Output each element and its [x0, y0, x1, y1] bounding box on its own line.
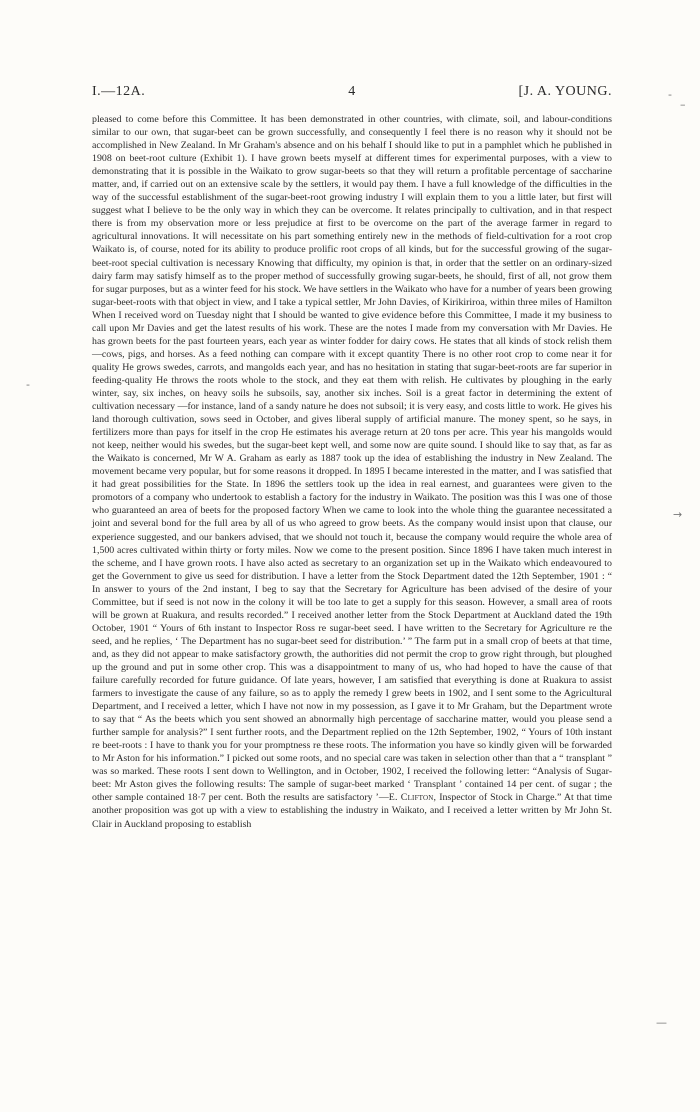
evidence-text-end: Inspector of Stock in Charge.” At that time another proposition was got up with a view to establishing the industry in Waikato, and I received a letter written by Mr John St. Clair in Auckland proposing to establish: [92, 792, 612, 830]
page-number: 4: [348, 84, 356, 99]
paper-reference: I.—12A.: [92, 84, 146, 99]
evidence-paragraph: [92, 113, 612, 831]
margin-mark: –: [680, 98, 686, 111]
page-header: [92, 84, 612, 104]
witness-name: [J. A. YOUNG.: [518, 84, 612, 99]
evidence-text-main: pleased to come before this Committee. It has been demonstrated in other countries, with climate, soil, and labour-conditions similar to our own, that sugar-beet can be grown successfully, and consequently I feel there is no reason why it should not be accomplished in New Zealand. In Mr Graham's absence and on his behalf I should like to put in a pamphlet which he published in 1908 on beet-root culture (Exhibit 1). I have grown beets myself at different times for experimental purposes, with a view to demonstrating that it is possible in the Waikato to grow sugar-beets so that they will return a profitable percentage of saccharine matter, and, if carried out on an extensive scale by the settlers, it would pay them. I have a full knowledge of the difficulties in the way of the successful establishment of the sugar-beet-root growing industry I will explain them to you a little later, but first will suggest what I believe to be the only way in which they can be overcome. It relates principally to cultivation, and in that respect there is from my observation more or less prejudice at first to be overcome on the part of the average farmer in regard to agricultural innovations. It will necessitate on his part something entirely new in the methods of field-cultivation for a root crop Waikato is, of course, noted for its ability to produce prolific root crops of all kinds, but for the successful growing of the sugar-beet-root special cultivation is necessary Knowing that difficulty, my opinion is that, in order that the settler on an ordinary-sized dairy farm may satisfy himself as to the proper method of successfully growing sugar-beets, he should, first of all, not grow them for sugar purposes, but as a winter feed for his stock. We have settlers in the Waikato who have for a number of years been growing sugar-beet-roots with that object in view, and I take a typical settler, Mr John Davies, of Kirikiriroa, within three miles of Hamilton When I received word on Tuesday night that I should be wanted to give evidence before this Committee, I made it my business to call upon Mr Davies and get the latest results of his work. These are the notes I made from my conversation with Mr Davies. He has grown beets for the past fourteen years, each year as winter fodder for dairy cows. He states that all kinds of stock relish them—cows, pigs, and horses. As a feed nothing can compare with it except quantity There is no other root crop to come near it for quality He grows swedes, carrots, and mangolds each year, and has no hesitation in stating that sugar-beet-roots are far superior in feeding-quality He throws the roots whole to the stock, and they eat them with relish. He cultivates by ploughing in the early winter, say, six inches, on heavy soils he subsoils, say, another six inches. Soil is a great factor in determining the extent of cultivation necessary —for instance, land of a sandy nature he does not subsoil; it is very easy, and costs little to work. He gives his land thorough cultivation, sows seed in October, and gives liberal supply of artificial manure. The money spent, so he says, in fertilizers more than pays for itself in the crop He estimates his average return at 20 tons per acre. This year his mangolds would not keep, neither would his swedes, but the sugar-beet kept well, and some now are quite sound. I should like to say that, as far as the Waikato is concerned, Mr W A. Graham as early as 1887 took up the idea of establishing the industry in New Zealand. The movement became very popular, but for some reasons it dropped. In 1895 I became interested in the matter, and I was satisfied that it had great possibilities for the State. In 1896 the settlers took up the idea in real earnest, and guarantees were given to the promotors of a company who undertook to establish a factory for the industry in Waikato. The position was this I was one of those who guaranteed an area of beets for the proposed factory When we came to look into the whole thing the guarantee necessitated a joint and several bond for the full area by all of us who agreed to grow beets. As the company would insist upon that clause, our experience suggested, and our bankers advised, that we should not touch it, because the company would require the whole area of 1,500 acres cultivated within thirty or forty miles. Now we come to the present position. Since 1896 I have taken much interest in the scheme, and I have grown roots. I have also acted as secretary to an organization set up in the Waikato which endeavoured to get the Government to give us seed for distribution. I have a letter from the Stock Department dated the 12th September, 1901 : “ In answer to yours of the 2nd instant, I beg to say that the Secretary for Agriculture has been advised of the desire of your Committee, but if seed is not now in the colony it will be too late to get a supply for this season. However, a small area of roots will be grown at Ruakura, and results recorded.” I received another letter from the Stock Department at Auckland dated the 19th October, 1901 “ Yours of 6th instant to Inspector Ross re sugar-beet seed. I have written to the Secretary for Agriculture re the seed, and he replies, ‘ The Department has no sugar-beet seed for distribution.’ ” The farm put in a small crop of beets at that time, and, as they did not appear to make satisfactory growth, the authorities did not permit the crop to grow right through, but ploughed up the ground and put in some other crop. This was a disappointment to many of us, who had hoped to have the cause of that failure carefully recorded for future guidance. Of late years, however, I am satisfied that everything is done at Ruakura to assist farmers to investigate the cause of any failure, so as to apply the remedy I grew beets in 1902, and I sent some to the Agricultural Department, and I received a letter, which I have not now in my possession, as I gave it to Mr Graham, but the Department wrote to say that “ As the beets which you sent showed an abnormally high percentage of saccharine matter, would you please send a further sample for analysis?” I sent further roots, and the Department replied on the 12th September, 1902, “ Yours of 10th instant re beet-roots : I have to thank you for your promptness re these roots. The information you have so kindly given will be forwarded to Mr Aston for his information.” I picked out some roots, and no special care was taken in selection other than that a “ transplant ” was so marked. These roots I sent down to Wellington, and in October, 1902, I received the following letter: “Analysis of Sugar-beet: Mr Aston gives the following results: The sample of sugar-beet marked ‘ Transplant ’ contained 14 per cent. of sugar ; the other sample contained 18·7 per cent. Both the results are satisfactory ’—: [92, 114, 612, 804]
margin-mark: -: [26, 378, 30, 391]
signature-name: E. Clifton,: [388, 792, 437, 804]
margin-mark: —: [656, 1016, 667, 1029]
evidence-text: [92, 113, 612, 831]
margin-mark: ‐: [668, 88, 672, 101]
margin-mark: →: [673, 508, 683, 521]
